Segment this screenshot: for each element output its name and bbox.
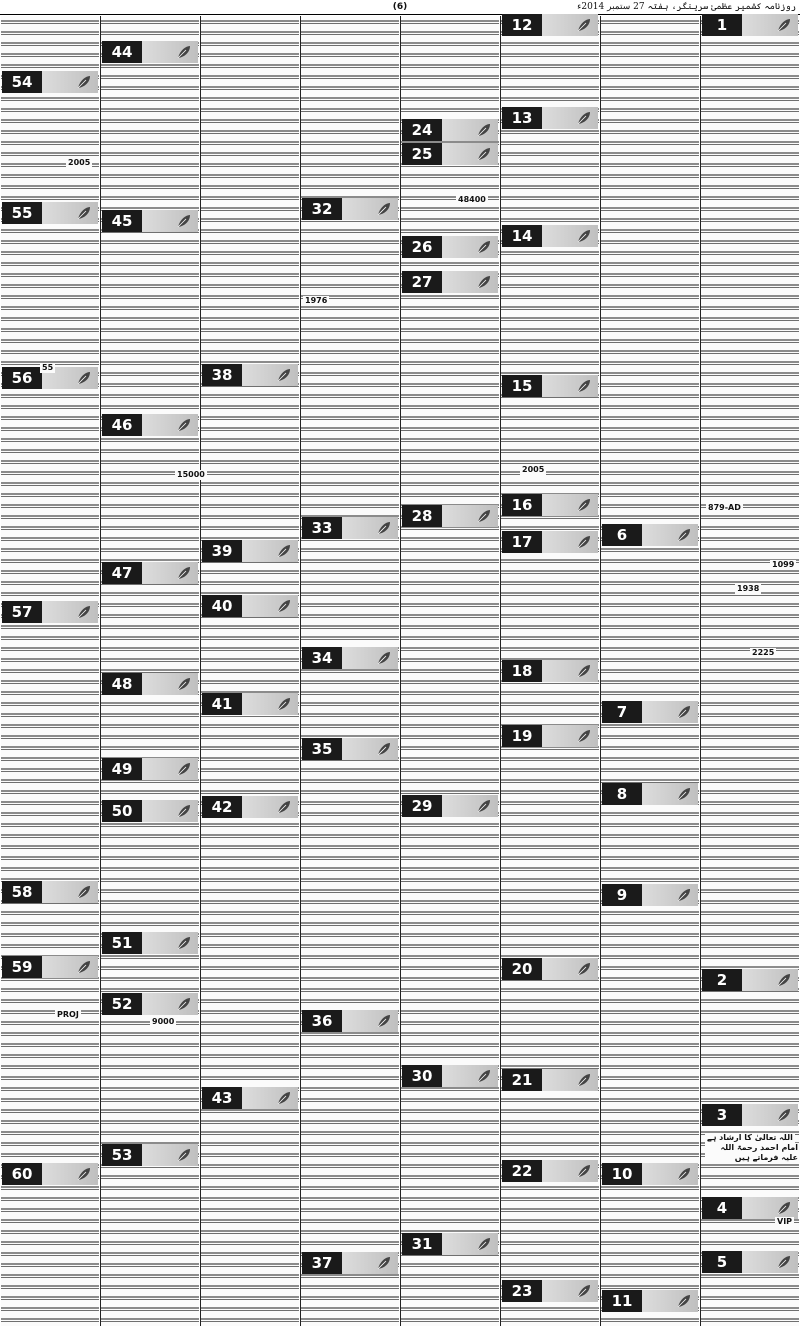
inline-reference: 1976 <box>305 296 328 305</box>
leaf-icon <box>376 1255 392 1271</box>
leaf-icon <box>176 803 192 819</box>
question-header: 56 <box>2 367 98 389</box>
leaf-icon <box>176 761 192 777</box>
column-rule <box>500 16 501 1326</box>
leaf-icon <box>276 367 292 383</box>
question-header: 6 <box>602 524 698 546</box>
question-header: 7 <box>602 701 698 723</box>
question-header: 30 <box>402 1065 498 1087</box>
question-header: 50 <box>102 800 198 822</box>
quote-line: اللہ تعالیٰ کا ارشاد ہے <box>707 1133 793 1142</box>
question-header: 52 <box>102 993 198 1015</box>
leaf-icon <box>676 527 692 543</box>
leaf-icon <box>276 696 292 712</box>
question-header: 45 <box>102 210 198 232</box>
leaf-icon <box>576 663 592 679</box>
leaf-icon <box>676 1166 692 1182</box>
leaf-icon <box>776 17 792 33</box>
leaf-icon <box>576 1072 592 1088</box>
leaf-icon <box>476 239 492 255</box>
question-header: 60 <box>2 1163 98 1185</box>
question-header: 35 <box>302 738 398 760</box>
leaf-icon <box>576 378 592 394</box>
leaf-icon <box>376 520 392 536</box>
question-header: 23 <box>502 1280 598 1302</box>
leaf-icon <box>476 122 492 138</box>
column-rule <box>400 16 401 1326</box>
question-header: 11 <box>602 1290 698 1312</box>
question-header: 39 <box>202 540 298 562</box>
question-header: 20 <box>502 958 598 980</box>
inline-reference: 48400 <box>458 195 486 204</box>
inline-reference: PROJ <box>57 1010 79 1019</box>
inline-reference: 2005 <box>68 158 91 167</box>
leaf-icon <box>376 650 392 666</box>
leaf-icon <box>176 996 192 1012</box>
question-header: 54 <box>2 71 98 93</box>
leaf-icon <box>76 205 92 221</box>
leaf-icon <box>476 1068 492 1084</box>
leaf-icon <box>276 799 292 815</box>
inline-reference: 2005 <box>522 465 545 474</box>
leaf-icon <box>576 497 592 513</box>
question-header: 17 <box>502 531 598 553</box>
masthead <box>0 0 800 15</box>
question-header: 15 <box>502 375 598 397</box>
leaf-icon <box>676 704 692 720</box>
column-rule <box>100 16 101 1326</box>
question-header: 25 <box>402 143 498 165</box>
leaf-icon <box>476 1236 492 1252</box>
question-header: 57 <box>2 601 98 623</box>
question-header: 41 <box>202 693 298 715</box>
inline-reference: 9000 <box>152 1017 175 1026</box>
question-header: 38 <box>202 364 298 386</box>
quote-line: امام احمد رحمۃ اللہ علیہ فرماتے ہیں <box>705 1143 800 1163</box>
question-header: 34 <box>302 647 398 669</box>
leaf-icon <box>576 17 592 33</box>
question-header: 47 <box>102 562 198 584</box>
leaf-icon <box>576 1163 592 1179</box>
question-header: 32 <box>302 198 398 220</box>
question-header: 44 <box>102 41 198 63</box>
leaf-icon <box>276 543 292 559</box>
leaf-icon <box>676 1293 692 1309</box>
question-header: 48 <box>102 673 198 695</box>
question-header: 22 <box>502 1160 598 1182</box>
question-header: 28 <box>402 505 498 527</box>
question-header: 16 <box>502 494 598 516</box>
column-rule <box>700 16 701 1326</box>
question-header: 43 <box>202 1087 298 1109</box>
question-header: 8 <box>602 783 698 805</box>
newspaper-dateline: روزنامہ کشمیر عظمیٰ سرینگر، ہفتہ 27 ستمبر 2014ء <box>577 2 796 12</box>
leaf-icon <box>576 728 592 744</box>
question-header: 12 <box>502 14 598 36</box>
leaf-icon <box>376 201 392 217</box>
text-column-1 <box>701 16 799 1326</box>
leaf-icon <box>576 1283 592 1299</box>
leaf-icon <box>676 887 692 903</box>
inline-reference: 1938 <box>737 584 760 593</box>
question-header: 29 <box>402 795 498 817</box>
leaf-icon <box>176 213 192 229</box>
question-header: 5 <box>702 1251 798 1273</box>
question-header: 18 <box>502 660 598 682</box>
column-rule <box>600 16 601 1326</box>
question-header: 24 <box>402 119 498 141</box>
question-header: 27 <box>402 271 498 293</box>
question-header: 55 <box>2 202 98 224</box>
inline-reference: 1099 <box>772 560 795 569</box>
text-column-6 <box>201 16 299 1326</box>
text-column-2 <box>601 16 699 1326</box>
question-header: 9 <box>602 884 698 906</box>
question-header: 2 <box>702 969 798 991</box>
question-header: 14 <box>502 225 598 247</box>
leaf-icon <box>576 961 592 977</box>
column-rule <box>300 16 301 1326</box>
question-header: 49 <box>102 758 198 780</box>
question-header: 59 <box>2 956 98 978</box>
leaf-icon <box>76 1166 92 1182</box>
leaf-icon <box>76 370 92 386</box>
leaf-icon <box>76 959 92 975</box>
question-header: 31 <box>402 1233 498 1255</box>
question-header: 26 <box>402 236 498 258</box>
question-header: 58 <box>2 881 98 903</box>
question-header: 4 <box>702 1197 798 1219</box>
inline-reference: 2225 <box>752 648 775 657</box>
leaf-icon <box>76 74 92 90</box>
leaf-icon <box>776 972 792 988</box>
question-header: 40 <box>202 595 298 617</box>
leaf-icon <box>176 417 192 433</box>
question-header: 3 <box>702 1104 798 1126</box>
column-rule <box>200 16 201 1326</box>
leaf-icon <box>476 798 492 814</box>
question-header: 36 <box>302 1010 398 1032</box>
leaf-icon <box>476 274 492 290</box>
leaf-icon <box>76 884 92 900</box>
question-header: 46 <box>102 414 198 436</box>
leaf-icon <box>576 228 592 244</box>
question-header: 42 <box>202 796 298 818</box>
leaf-icon <box>376 741 392 757</box>
page-number: (6) <box>392 2 408 12</box>
question-header: 10 <box>602 1163 698 1185</box>
leaf-icon <box>576 110 592 126</box>
leaf-icon <box>76 604 92 620</box>
leaf-icon <box>176 565 192 581</box>
leaf-icon <box>776 1254 792 1270</box>
leaf-icon <box>176 1147 192 1163</box>
leaf-icon <box>576 534 592 550</box>
leaf-icon <box>476 508 492 524</box>
leaf-icon <box>776 1200 792 1216</box>
leaf-icon <box>676 786 692 802</box>
question-header: 33 <box>302 517 398 539</box>
leaf-icon <box>176 935 192 951</box>
question-header: 53 <box>102 1144 198 1166</box>
question-header: 19 <box>502 725 598 747</box>
question-header: 13 <box>502 107 598 129</box>
leaf-icon <box>176 676 192 692</box>
leaf-icon <box>376 1013 392 1029</box>
question-header: 1 <box>702 14 798 36</box>
leaf-icon <box>476 146 492 162</box>
leaf-icon <box>276 598 292 614</box>
leaf-icon <box>176 44 192 60</box>
inline-reference: 879-AD <box>708 503 741 512</box>
inline-reference: 15000 <box>177 470 205 479</box>
leaf-icon <box>776 1107 792 1123</box>
inline-reference: 55 <box>42 363 54 372</box>
question-header: 37 <box>302 1252 398 1274</box>
inline-reference: VIP <box>777 1217 793 1226</box>
leaf-icon <box>276 1090 292 1106</box>
question-header: 51 <box>102 932 198 954</box>
question-header: 21 <box>502 1069 598 1091</box>
text-column-4 <box>401 16 499 1326</box>
